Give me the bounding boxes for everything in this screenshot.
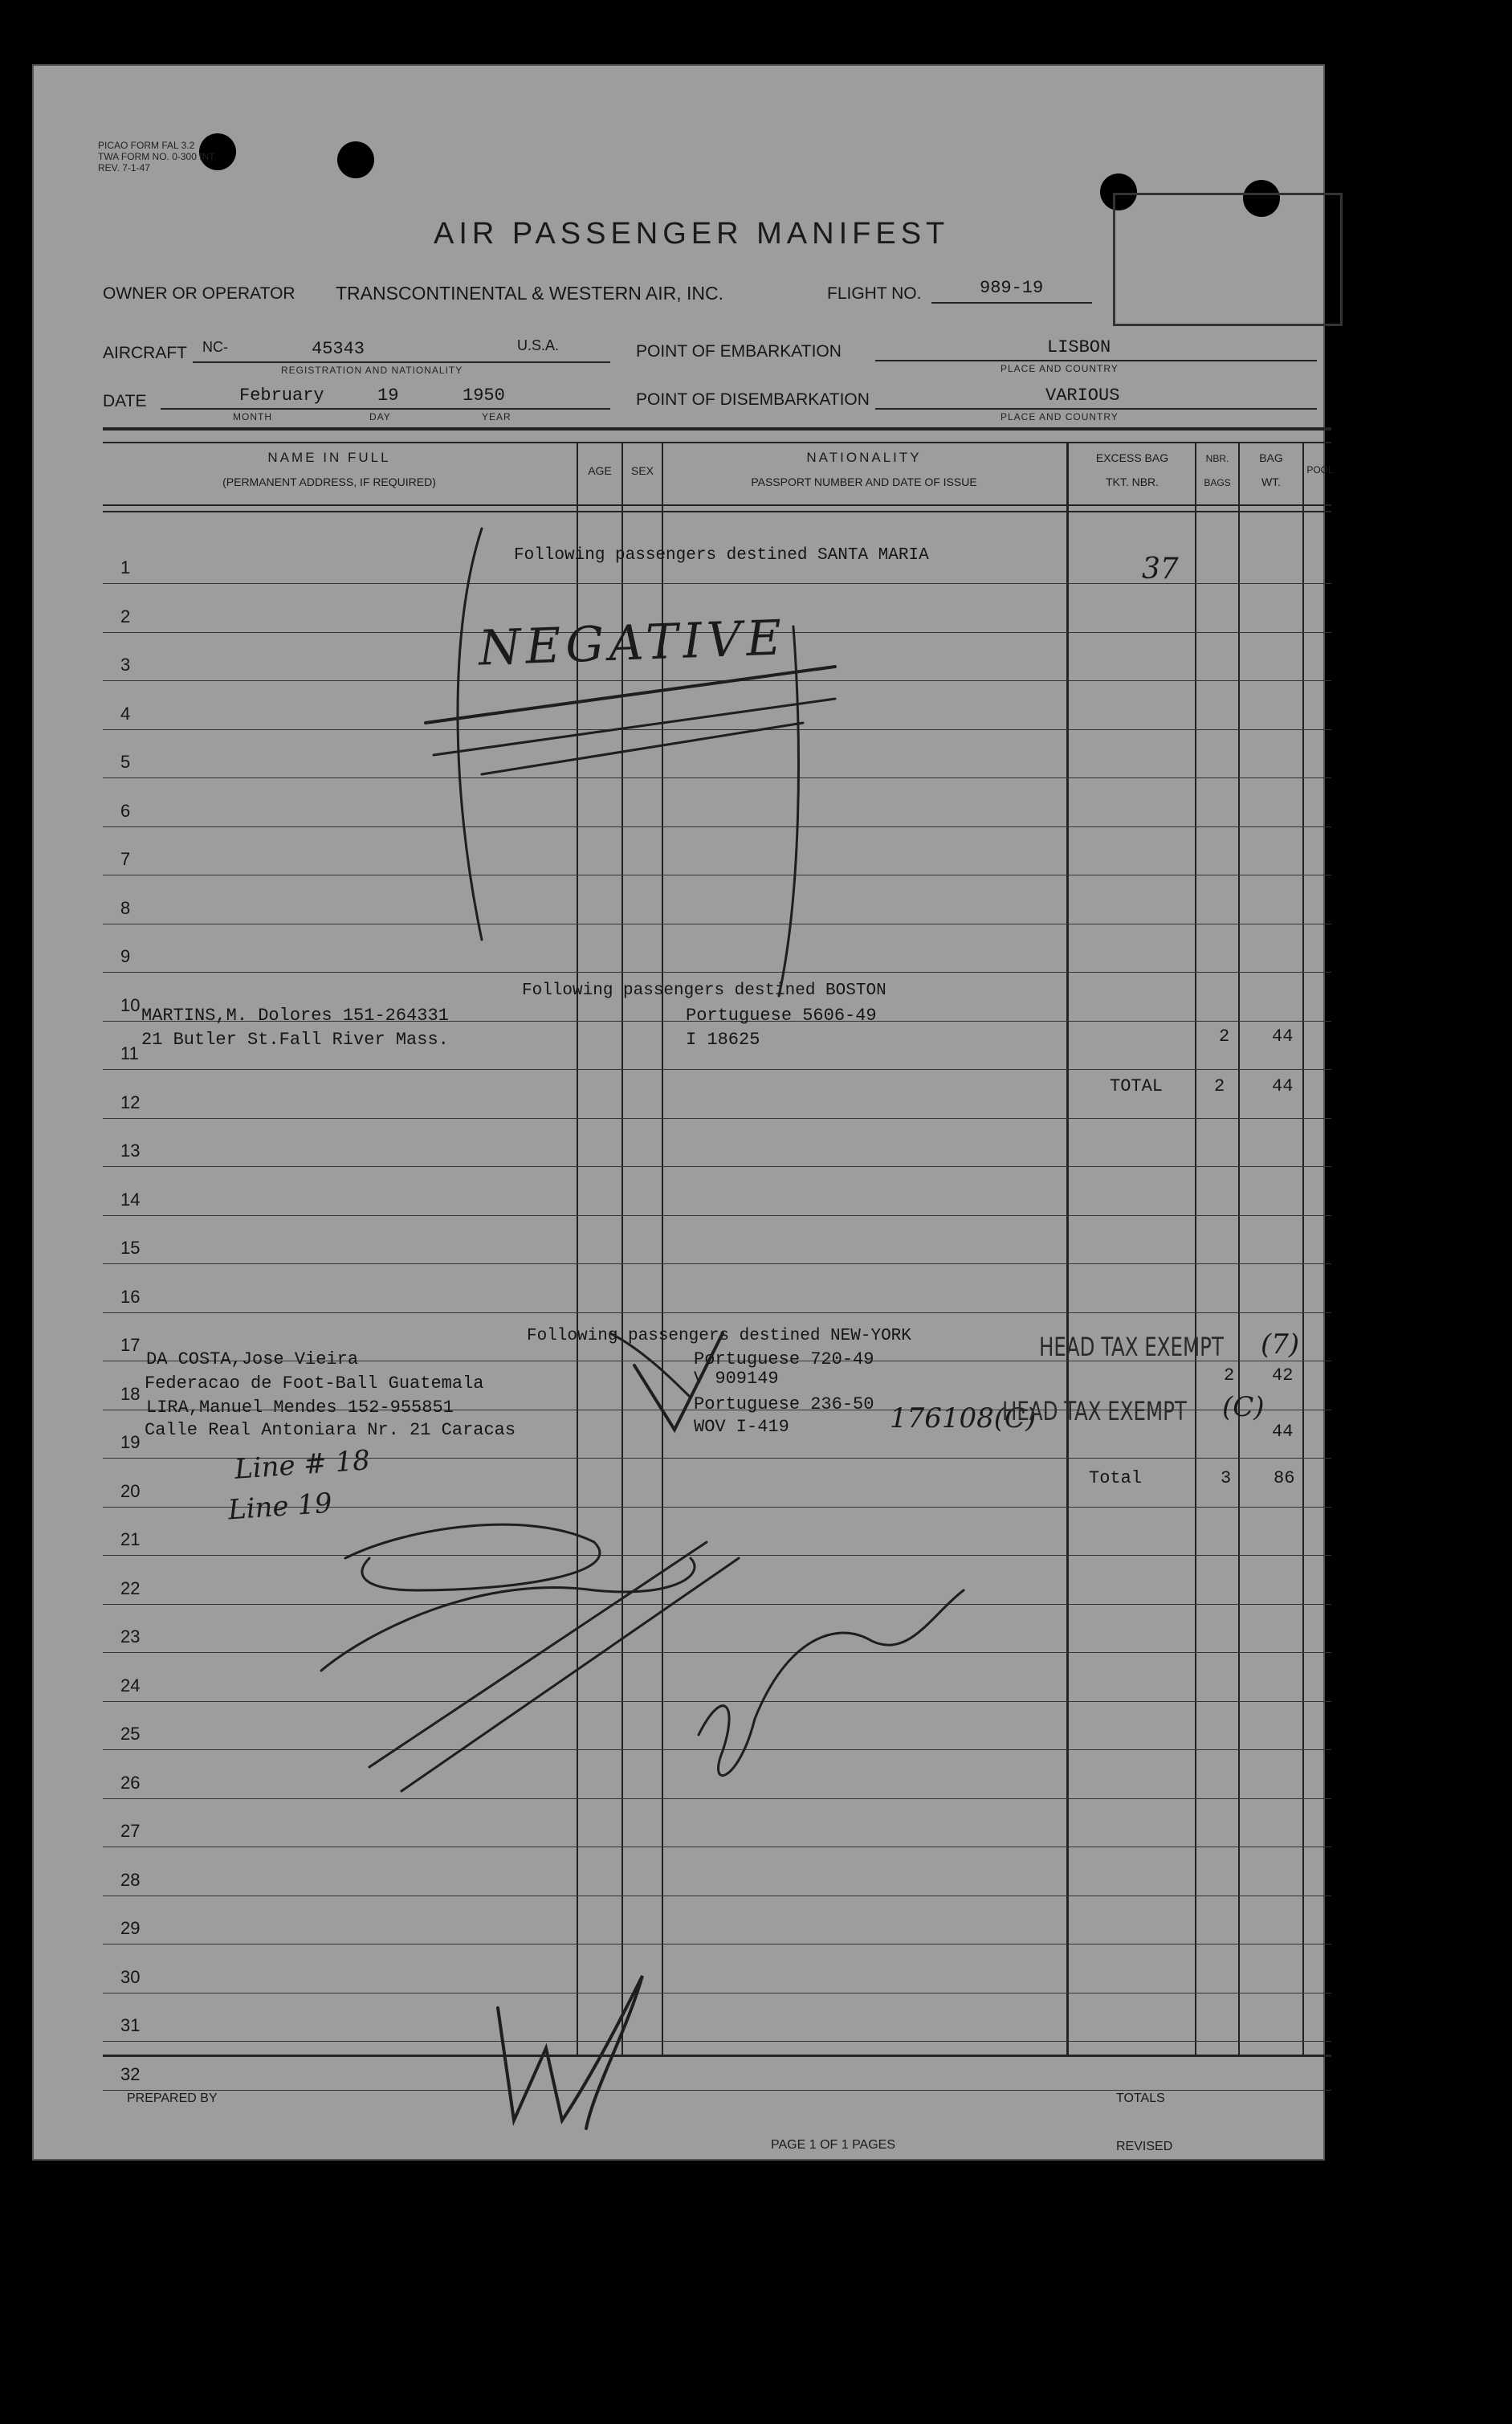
passenger-3-passport-handwritten: 176108(C) — [890, 1402, 1037, 1434]
total-1-bags: 2 — [1214, 1076, 1225, 1096]
head-tax-exempt-stamp: HEAD TAX EXEMPT — [1002, 1396, 1187, 1426]
head-tax-mark: (C) — [1222, 1391, 1265, 1423]
year-caption: YEAR — [482, 411, 511, 422]
owner-value: TRANSCONTINENTAL & WESTERN AIR, INC. — [336, 283, 724, 304]
flight-value: 989-19 — [980, 278, 1044, 298]
bracket-mark — [458, 528, 482, 940]
line-number: 6 — [120, 800, 131, 821]
date-year: 1950 — [463, 386, 505, 406]
place-caption: PLACE AND COUNTRY — [1001, 411, 1119, 422]
total-1-weight: 44 — [1272, 1076, 1294, 1096]
check-mark — [610, 1333, 691, 1398]
line-number: 30 — [120, 1966, 141, 1987]
passenger-2-passport: V 909149 — [694, 1369, 779, 1389]
total-1-label: TOTAL — [1110, 1076, 1164, 1096]
passenger-3-nationality: Portuguese 236-50 — [694, 1394, 874, 1414]
line-number: 32 — [120, 2063, 141, 2084]
column-nbr-sub: BAGS — [1204, 477, 1231, 488]
line-number: 4 — [120, 703, 131, 724]
boston-note: Following passengers destined BOSTON — [522, 981, 886, 1000]
passenger-2-name: DA COSTA,Jose Vieira — [146, 1349, 359, 1369]
line-number: 23 — [120, 1626, 141, 1647]
totals-label: TOTALS — [1116, 2091, 1165, 2105]
manifest-sheet — [32, 64, 1334, 2161]
line-number: 25 — [120, 1724, 141, 1744]
negative-stamp: NEGATIVE — [477, 610, 788, 677]
month-caption: MONTH — [233, 411, 272, 422]
line-number: 10 — [120, 994, 141, 1015]
passenger-2-bags: 2 — [1224, 1365, 1235, 1385]
passenger-1-address: 21 Butler St.Fall River Mass. — [141, 1030, 449, 1050]
line-number: 26 — [120, 1772, 141, 1793]
column-pool-header: POOL — [1306, 464, 1334, 475]
passenger-2-weight: 42 — [1272, 1365, 1294, 1385]
embark-value: LISBON — [1047, 337, 1111, 357]
head-tax-mark: (7) — [1261, 1328, 1300, 1361]
line-number: 29 — [120, 1918, 141, 1938]
passenger-1-weight: 44 — [1272, 1026, 1294, 1047]
passenger-3-weight: 44 — [1272, 1422, 1294, 1442]
line-number: 18 — [120, 1383, 141, 1404]
passenger-3-address: Calle Real Antoniara Nr. 21 Caracas — [145, 1420, 516, 1440]
handwriting-overlay — [32, 64, 1325, 2161]
line-number: 11 — [120, 1043, 139, 1063]
column-name-sub: (PERMANENT ADDRESS, IF REQUIRED) — [222, 475, 436, 488]
date-day: 19 — [377, 386, 399, 406]
passenger-1-passport: I 18625 — [686, 1030, 760, 1050]
line-number: 24 — [120, 1675, 141, 1696]
column-nbr-header: NBR. — [1205, 453, 1229, 464]
aircraft-prefix: NC- — [202, 339, 228, 355]
excess-ticket-37: 37 — [1142, 553, 1179, 586]
place-caption: PLACE AND COUNTRY — [1001, 363, 1119, 374]
date-label: DATE — [103, 392, 147, 410]
aircraft-reg: 45343 — [312, 339, 365, 359]
column-excess-sub: TKT. NBR. — [1105, 475, 1159, 488]
signature-stroke — [498, 1976, 642, 2128]
flight-label: FLIGHT NO. — [827, 284, 922, 303]
signature-stroke — [321, 1558, 695, 1671]
line-number: 31 — [120, 2015, 141, 2035]
reg-caption: REGISTRATION AND NATIONALITY — [281, 365, 463, 376]
prepared-by-label: PREPARED BY — [127, 2091, 218, 2105]
passenger-1-bags: 2 — [1219, 1026, 1230, 1047]
handwritten-line-18: Line # 18 — [233, 1444, 372, 1486]
disembark-value: VARIOUS — [1045, 386, 1120, 406]
line-number: 20 — [120, 1480, 141, 1501]
strike-line — [482, 723, 803, 774]
day-caption: DAY — [369, 411, 391, 422]
line-number: 16 — [120, 1286, 141, 1307]
line-number: 22 — [120, 1577, 141, 1598]
line-number: 7 — [120, 849, 131, 869]
check-mark — [634, 1333, 723, 1430]
line-number: 9 — [120, 946, 131, 966]
page-count: PAGE 1 OF 1 PAGES — [771, 2138, 896, 2152]
passenger-2-address: Federacao de Foot-Ball Guatemala — [145, 1373, 484, 1394]
line-number: 15 — [120, 1238, 141, 1258]
column-bag-header: BAG — [1259, 451, 1283, 464]
column-sex-header: SEX — [630, 464, 654, 477]
column-nationality-sub: PASSPORT NUMBER AND DATE OF ISSUE — [751, 475, 977, 488]
column-nationality-header: NATIONALITY — [806, 450, 922, 465]
bracket-mark — [779, 626, 798, 996]
passenger-3-passport: WOV I-419 — [694, 1417, 789, 1437]
disembark-label: POINT OF DISEMBARKATION — [636, 390, 870, 409]
signature-stroke — [401, 1558, 739, 1791]
column-excess-header: EXCESS BAG — [1095, 451, 1169, 464]
handwritten-line-19: Line 19 — [226, 1487, 333, 1527]
strike-line — [426, 667, 835, 723]
embark-label: POINT OF EMBARKATION — [636, 342, 842, 361]
line-number: 19 — [120, 1432, 141, 1452]
total-2-weight: 86 — [1274, 1468, 1295, 1488]
line-number: 5 — [120, 752, 131, 772]
signature-stroke — [345, 1524, 600, 1590]
passenger-3-name: LIRA,Manuel Mendes 152-955851 — [146, 1398, 454, 1418]
date-month: February — [239, 386, 324, 406]
line-number: 27 — [120, 1821, 141, 1841]
passenger-1-name: MARTINS,M. Dolores 151-264331 — [141, 1006, 449, 1026]
signature-stroke — [699, 1590, 964, 1776]
line-number: 2 — [120, 606, 131, 626]
total-2-bags: 3 — [1221, 1468, 1232, 1488]
line-number: 8 — [120, 897, 131, 918]
revised-label: REVISED — [1116, 2140, 1173, 2153]
newyork-note: Following passengers destined NEW-YORK — [527, 1327, 911, 1345]
head-tax-exempt-stamp: HEAD TAX EXEMPT — [1039, 1332, 1224, 1362]
page-title: AIR PASSENGER MANIFEST — [434, 217, 950, 251]
aircraft-label: AIRCRAFT — [103, 344, 187, 362]
line-number: 13 — [120, 1141, 141, 1161]
owner-label: OWNER OR OPERATOR — [103, 284, 295, 303]
column-name-header: NAME IN FULL — [267, 450, 391, 465]
passenger-2-nationality: Portuguese 720-49 — [694, 1349, 874, 1369]
line-number: 1 — [120, 557, 131, 577]
passenger-1-nationality: Portuguese 5606-49 — [686, 1006, 877, 1026]
line-number: 28 — [120, 1869, 141, 1890]
form-number: PICAO FORM FAL 3.2 TWA FORM NO. 0-300 INT. REV. 7-1-47 — [98, 140, 217, 173]
line-number: 17 — [120, 1335, 141, 1355]
line-number: 14 — [120, 1189, 141, 1210]
line-number: 3 — [120, 655, 131, 675]
column-age-header: AGE — [588, 464, 612, 477]
aircraft-country: U.S.A. — [517, 337, 560, 353]
total-2-label: Total — [1089, 1468, 1143, 1488]
column-bag-sub: WT. — [1261, 475, 1282, 488]
line-number: 21 — [120, 1529, 141, 1549]
santa-maria-note: Following passengers destined SANTA MARIA — [514, 546, 929, 565]
line-number: 12 — [120, 1092, 141, 1112]
signature-stroke — [369, 1542, 707, 1767]
